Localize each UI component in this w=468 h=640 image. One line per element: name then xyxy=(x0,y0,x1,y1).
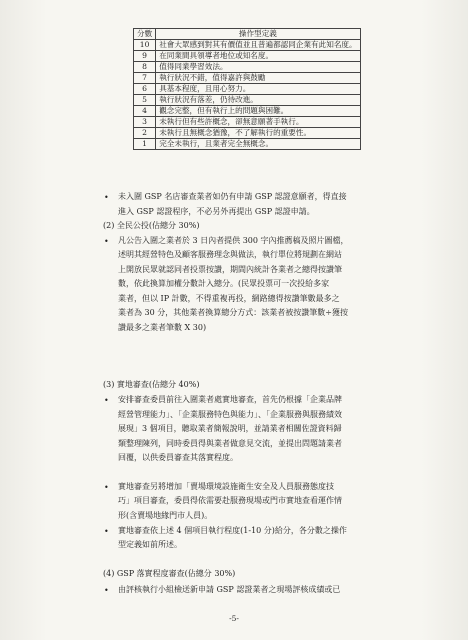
body-line: 述明其經營特色及顧客服務理念與做法，執行單位將規劃在網站 xyxy=(118,250,342,259)
row-score: 10 xyxy=(134,40,156,51)
body-line: 安排審查委員前往入圍業者處實地審查，首先仍根據「企業品牌 xyxy=(118,395,342,404)
table-row xyxy=(134,106,361,117)
body-line: 讚最多之業者筆數 X 30) xyxy=(118,323,207,332)
row-definition: 觀念完整，但有執行上的問題與困難。 xyxy=(156,106,360,117)
body-line: 進入 GSP 認證程序，不必另外再提出 GSP 認證申請。 xyxy=(118,207,315,216)
body-line: 實地審查依上述 4 個項目執行程度(1-10 分)給分，各分數之操作 xyxy=(118,526,347,535)
row-definition: 具基本程度，且用心努力。 xyxy=(156,84,360,95)
body-line: 上開放民眾就認同者投票按讚，期間內統計各業者之總得按讚筆 xyxy=(118,265,342,274)
body-line: 實地審查另將增加「賣場環境設施衛生安全及人員服務態度技 xyxy=(118,482,334,491)
table-row xyxy=(134,73,361,84)
body-line: 未入圍 GSP 名店審查業者如仍有申請 GSP 認證意願者，得直接 xyxy=(118,192,347,201)
row-definition: 未執行但有些許概念，卻無意願著手執行。 xyxy=(156,117,360,128)
row-definition: 值得同業學習效法。 xyxy=(156,62,360,73)
table-row xyxy=(134,40,361,51)
row-definition: 社會大眾感到對其有價值並且普遍都認同企業有此知名度。 xyxy=(156,40,360,51)
table-row xyxy=(134,139,361,150)
score-definition-table xyxy=(133,28,361,150)
row-score: 7 xyxy=(134,73,156,84)
body-line: 凡公告入圍之業者於 3 日內者提供 300 字內推薦稿及照片圖檔， xyxy=(118,236,349,245)
body-line: 業者為 30 分，其他業者換算總分方式：該業者被按讚筆數÷獲按 xyxy=(118,308,348,317)
table-row xyxy=(134,84,361,95)
row-definition: 未執行且無概念猶豫，不了解執行的重要性。 xyxy=(156,128,360,139)
row-definition: 執行狀況不錯，值得嘉許與鼓勵 xyxy=(156,73,360,84)
section-heading: (3) 實地審查(佔總分 40%) xyxy=(103,380,200,389)
body-line: 型定義如前所述。 xyxy=(118,540,182,549)
table-row xyxy=(134,128,361,139)
bullet-marker: • xyxy=(104,527,109,536)
row-score: 9 xyxy=(134,51,156,62)
body-line: 形(含賣場地緣門市人員)。 xyxy=(118,511,213,520)
row-score: 1 xyxy=(134,139,156,150)
row-definition: 在同業間具領導者地位或知名度。 xyxy=(156,51,360,62)
header-score: 分數 xyxy=(134,29,156,40)
bullet-marker: • xyxy=(104,237,109,246)
body-line: 回覆，以供委員審查其落實程度。 xyxy=(118,453,238,462)
row-definition: 完全未執行，且業者完全無概念。 xyxy=(156,139,360,150)
bullet-marker: • xyxy=(104,396,109,405)
body-line: 展現」3 個項目，聽取業者簡報說明，並請業者相關佐證資料歸 xyxy=(118,424,342,433)
section-heading: (4) GSP 落實程度審查(佔總分 30%) xyxy=(103,569,236,578)
row-definition: 執行狀況有落差，仍待改進。 xyxy=(156,95,360,106)
table-row xyxy=(134,117,361,128)
page-number: -5- xyxy=(229,614,239,623)
body-line: 經營管理能力」、「企業服務特色與能力」、「企業服務與服務績效 xyxy=(118,410,342,419)
body-line: 巧」項目審查，委員得依需要赴服務現場或門市實地查看運作情 xyxy=(118,496,342,505)
section-heading: (2) 全民公投(佔總分 30%) xyxy=(103,221,200,230)
table-row xyxy=(134,51,361,62)
row-score: 6 xyxy=(134,84,156,95)
header-definition: 操作型定義 xyxy=(156,29,360,40)
body-line: 類整理陳列，同時委員得與業者做意見交流，並提出問題請業者 xyxy=(118,439,342,448)
body-line: 數，依此換算加權分數計入總分。(民眾投票可一次投給多家 xyxy=(118,279,330,288)
row-score: 2 xyxy=(134,128,156,139)
row-score: 3 xyxy=(134,117,156,128)
table-header-row xyxy=(134,29,361,40)
table-row xyxy=(134,62,361,73)
body-line: 由評核執行小組檢送新申請 GSP 認證業者之現場評核成績或已 xyxy=(118,585,341,594)
body-line: 業者，但以 IP 計數，不得重複再投，網路總得按讚筆數最多之 xyxy=(118,294,340,303)
table-row xyxy=(134,95,361,106)
row-score: 5 xyxy=(134,95,156,106)
bullet-marker: • xyxy=(104,193,109,202)
row-score: 8 xyxy=(134,62,156,73)
row-score: 4 xyxy=(134,106,156,117)
bullet-marker: • xyxy=(104,586,109,595)
bullet-marker: • xyxy=(104,483,109,492)
